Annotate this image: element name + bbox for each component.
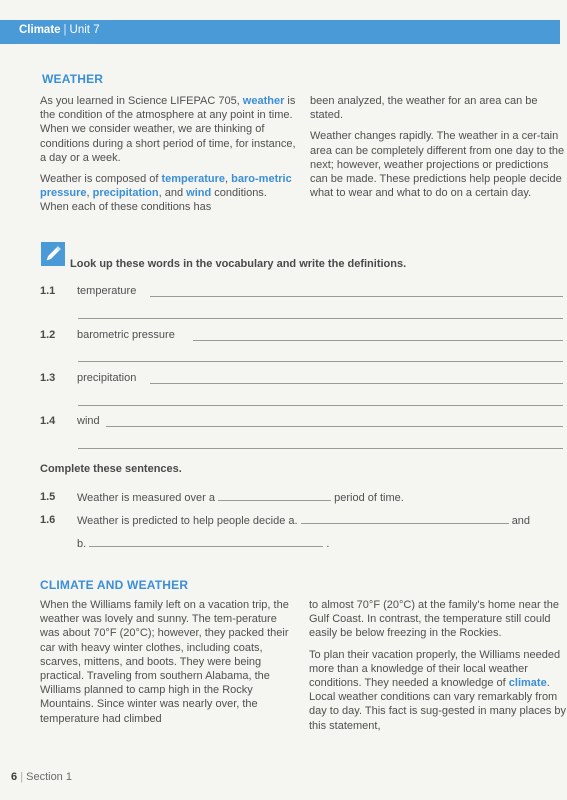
text-span: . Local weather conditions can vary remarkably from day to day. This fact is sug-gested in many places by this statement, [309, 677, 567, 732]
answer-line[interactable] [78, 361, 563, 362]
text-span: As you learned in Science LIFEPAC 705, [40, 95, 243, 107]
vocab-word: temperature [77, 285, 137, 297]
climate-paragraph-1: When the Williams family left on a vacation trip, the weather was lovely and sunny. The tem-perature was about 70°F (20°C); however, they packed their car with heavy winter clothes, including coats, scarves, mittens, and boots. They were being practical. Traveling from southern Alabama, the Williams planned to camp high in the Rocky Mountains. Since winter was nearly over, the temperature had climbed [40, 599, 289, 725]
vocab-word: wind [77, 415, 100, 427]
header-title: Climate [19, 24, 61, 36]
footer-separator: | [20, 771, 24, 783]
answer-line[interactable] [193, 340, 563, 341]
text-span: , [86, 187, 93, 200]
climate-heading: CLIMATE AND WEATHER [40, 578, 189, 592]
sentence-text: Weather is predicted to help people decide a. [77, 515, 298, 527]
keyword-weather: weather [242, 95, 285, 107]
sentence-1-6b [77, 537, 329, 550]
answer-line[interactable] [106, 426, 563, 427]
item-number: 1.1 [40, 285, 56, 297]
section-label: Section 1 [26, 771, 72, 783]
weather-paragraph-2 [40, 172, 296, 215]
sentence-1-5 [77, 491, 404, 504]
text-span: Weather is composed of [40, 173, 162, 186]
sentence-text: period of time. [334, 492, 404, 504]
item-number: 1.4 [40, 415, 56, 427]
header-bar [0, 20, 560, 44]
pencil-icon [41, 242, 65, 266]
header-text [19, 24, 100, 36]
weather-right-column [310, 94, 566, 207]
header-separator: | [63, 24, 67, 36]
weather-left-column [40, 94, 296, 222]
blank-field[interactable] [89, 537, 323, 547]
sentences-heading: Complete these sentences. [40, 463, 182, 475]
blank-field[interactable] [301, 514, 509, 524]
blank-field[interactable] [218, 491, 331, 501]
climate-right-column [309, 598, 566, 740]
page-footer [11, 771, 72, 783]
sentence-text: b. [77, 538, 87, 550]
answer-line[interactable] [78, 318, 563, 319]
header-unit: Unit 7 [69, 24, 100, 36]
weather-right-paragraph-1: been analyzed, the weather for an area can be stated. [310, 95, 538, 122]
item-number: 1.3 [40, 372, 56, 384]
item-number: 1.5 [40, 491, 56, 503]
text-span: , and [158, 187, 187, 200]
text-span: , [225, 173, 232, 186]
keyword-precipitation: precipitation [92, 187, 159, 200]
keyword-wind: wind [186, 187, 212, 200]
item-number: 1.2 [40, 329, 56, 341]
item-number: 1.6 [40, 514, 56, 526]
keyword-climate: climate [508, 677, 547, 690]
sentence-text: . [326, 538, 330, 550]
vocab-word: precipitation [77, 372, 137, 384]
vocab-word: barometric pressure [77, 329, 175, 341]
climate-left-column [40, 598, 298, 733]
keyword-temperature: temperature [161, 173, 226, 186]
sentence-1-6a [77, 514, 530, 527]
answer-line[interactable] [150, 296, 563, 297]
answer-line[interactable] [78, 448, 563, 449]
weather-right-paragraph-2: Weather changes rapidly. The weather in a cer-tain area can be completely different from one day to the next; however, weather projections or predictions can be made. These predictions help people decide what to wear and what to do on a certain day. [310, 130, 565, 200]
page-number: 6 [11, 771, 18, 783]
answer-line[interactable] [150, 383, 563, 384]
weather-paragraph-1 [40, 94, 296, 165]
keyword-barometric-pressure: baro-metric pressure [40, 173, 292, 200]
answer-line[interactable] [78, 405, 563, 406]
weather-heading: WEATHER [42, 72, 104, 86]
sentence-text: Weather is measured over a [77, 492, 215, 504]
climate-right-paragraph-2 [309, 648, 566, 733]
climate-right-paragraph-1: to almost 70°F (20°C) at the family's home near the Gulf Coast. In contrast, the temperature still could easily be below freezing in the Rockies. [309, 599, 559, 640]
text-span: conditions. When each of these conditions has [40, 187, 267, 214]
sentence-text: and [511, 515, 531, 527]
text-span: To plan their vacation properly, the Williams needed more than a knowledge of their local weather conditions. They needed a knowledge of [309, 648, 561, 690]
text-span: is the condition of the atmosphere at any point in time. When we consider weather, we are thinking of conditions during a short period of time, for instance, a day or a week. [40, 95, 296, 164]
vocab-instruction: Look up these words in the vocabulary and write the definitions. [70, 258, 407, 270]
